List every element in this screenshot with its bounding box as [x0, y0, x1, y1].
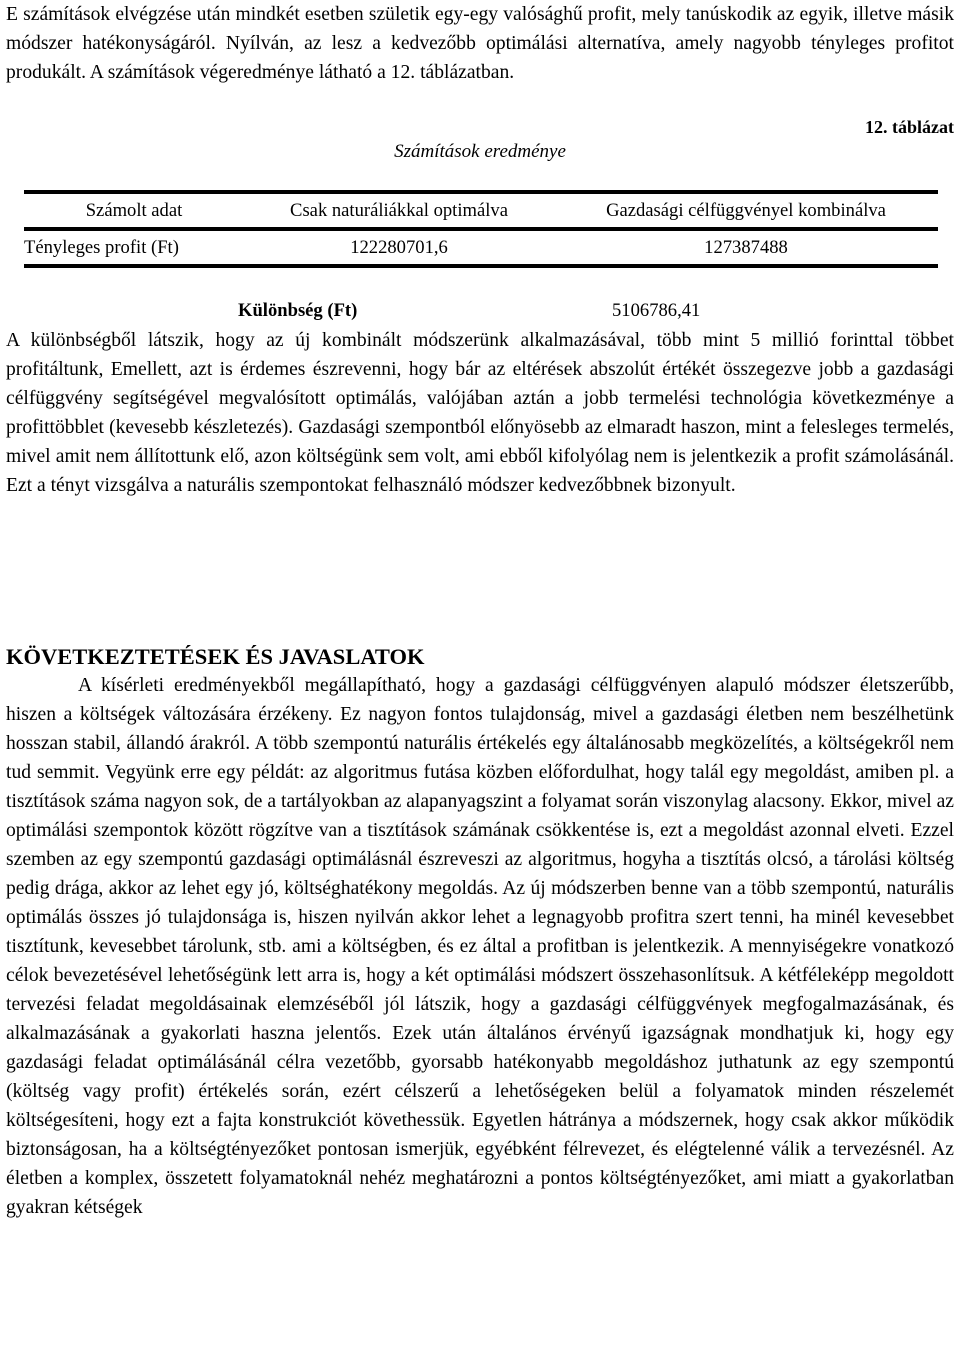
header-computed-data: Számolt adat [85, 200, 183, 221]
table-caption: Számítások eredménye [394, 141, 566, 162]
conclusion-paragraph: A kísérleti eredményekből megállapítható, hogy a gazdasági célfüggvényen alapuló módszer életszerűbb, hiszen a költségek változására érzékeny. Ez nagyon fontos tulajdonság, mivel a gazdasági életben nem beszélhetünk hosszan stabil, állandó árakról. A több szempontú naturális értékelés egy általánosabb megközelítés, a költségekről nem tud semmit. Vegyünk erre egy példát: az algoritmus futása közben előfordulhat, hogy talál egy megoldást, amiben pl. a tisztítások száma nagyon sok, de a tartályokban az alapanyagszint a folyamat során viszonylag alacsony. Ekkor, mivel az optimálási szempontok között rögzítve van a tisztítások számának csökkentése is, ezt a megoldást azonnal elveti. Ezzel szemben az egy szempontú gazdasági optimálásnál észreveszi az algoritmus, hogyha a tisztítás olcsó, a tárolási költség pedig drága, akkor az lehet egy jó, költséghatékony megoldás. Az új módszerben benne van a több szempontú, naturális optimálás összes jó tulajdonsága is, hiszen nyilván akkor lehet a legnagyobb profitra szert tenni, ha minél kevesebbet tisztítunk, kevesebbet tárolunk, stb. ami a költségben, és ez által a profitban is jelentkezik. A mennyiségekre vonatkozó célok bevezetésével lehetőségünk lett arra is, hogy a két optimálási módszert összehasonlítsuk. A kétféleképp megoldott tervezési feladat megoldásainak elemzéséből jól látszik, hogy a gazdasági célfüggvények megfogalmazásának, és alkalmazásának a gyakorlati haszna jelentős. Ezek után általános érvényű igazságnak mondhatjuk ki, hogy egy gazdasági feladat optimálásánál célra vezetőbb, gyorsabb hatékonyabb megoldáshoz juthatunk az egy szempontú (költség vagy profit) értékelés során, ezért célszerű a lehetőségeken belül a folyamatok minden részelemét költségesíteni, hogy ezt a fajta konstrukciót követhessük. Egyetlen hátránya a módszernek, hogy csak akkor működik biztonságosan, ha a költségtényezőket pontosan ismerjük, egyébként félrevezet, és elégtelenné válik a tervezésnél. Az életben a komplex, összetett folyamatoknál nehéz meghatározni a pontos költségtényezőket, ami miatt a gyakorlatban gyakran kétségek [6, 675, 954, 1218]
value-natural-only: 122280701,6 [350, 237, 448, 258]
value-economic-combined: 127387488 [704, 237, 788, 258]
table-number: 12. táblázat [865, 117, 954, 137]
header-economic-combined: Gazdasági célfüggvényel kombinálva [606, 200, 886, 221]
results-table [24, 190, 938, 268]
difference-label: Különbség (Ft) [238, 300, 358, 321]
difference-value: 5106786,41 [612, 300, 701, 321]
discussion-paragraph: A különbségből látszik, hogy az új kombinált módszerünk alkalmazásával, több mint 5 millió forinttal többet profitáltunk, Emellett, azt is érdemes észrevenni, hogy bár az eltérések abszolút értékét összegezve jobb a gazdasági célfüggvény segítségével megvalósított optimálás, valójában aztán a jobb termelési technológia következménye a profittöbblet (kevesebb készletezés). Gazdasági szempontból előnyösebb az elmaradt haszon, mint a felesleges termelés, mivel amit nem állítottunk elő, azon költségünk sem volt, ami ebből kifolyólag nem is jelentkezik a profit számolásánál. Ezt a tényt vizsgálva a naturális szempontokat felhasználó módszer kedvezőbbnek bizonyult. [6, 330, 954, 496]
table-row [24, 229, 938, 266]
intro-paragraph: E számítások elvégzése után mindkét esetben születik egy-egy valósághű profit, mely tanúskodik az egyik, illetve másik módszer hatékonyságáról. Nyílván, az lesz a kedvezőbb optimálási alternatíva, amely nagyobb tényleges profitot produkált. A számítások végeredménye látható a 12. táblázatban. [6, 4, 954, 83]
header-natural-only: Csak naturáliákkal optimálva [290, 200, 508, 221]
table-header-row [24, 192, 938, 229]
section-heading: KÖVETKEZTETÉSEK ÉS JAVASLATOK [6, 644, 425, 669]
row-label-actual-profit: Tényleges profit (Ft) [24, 237, 179, 258]
